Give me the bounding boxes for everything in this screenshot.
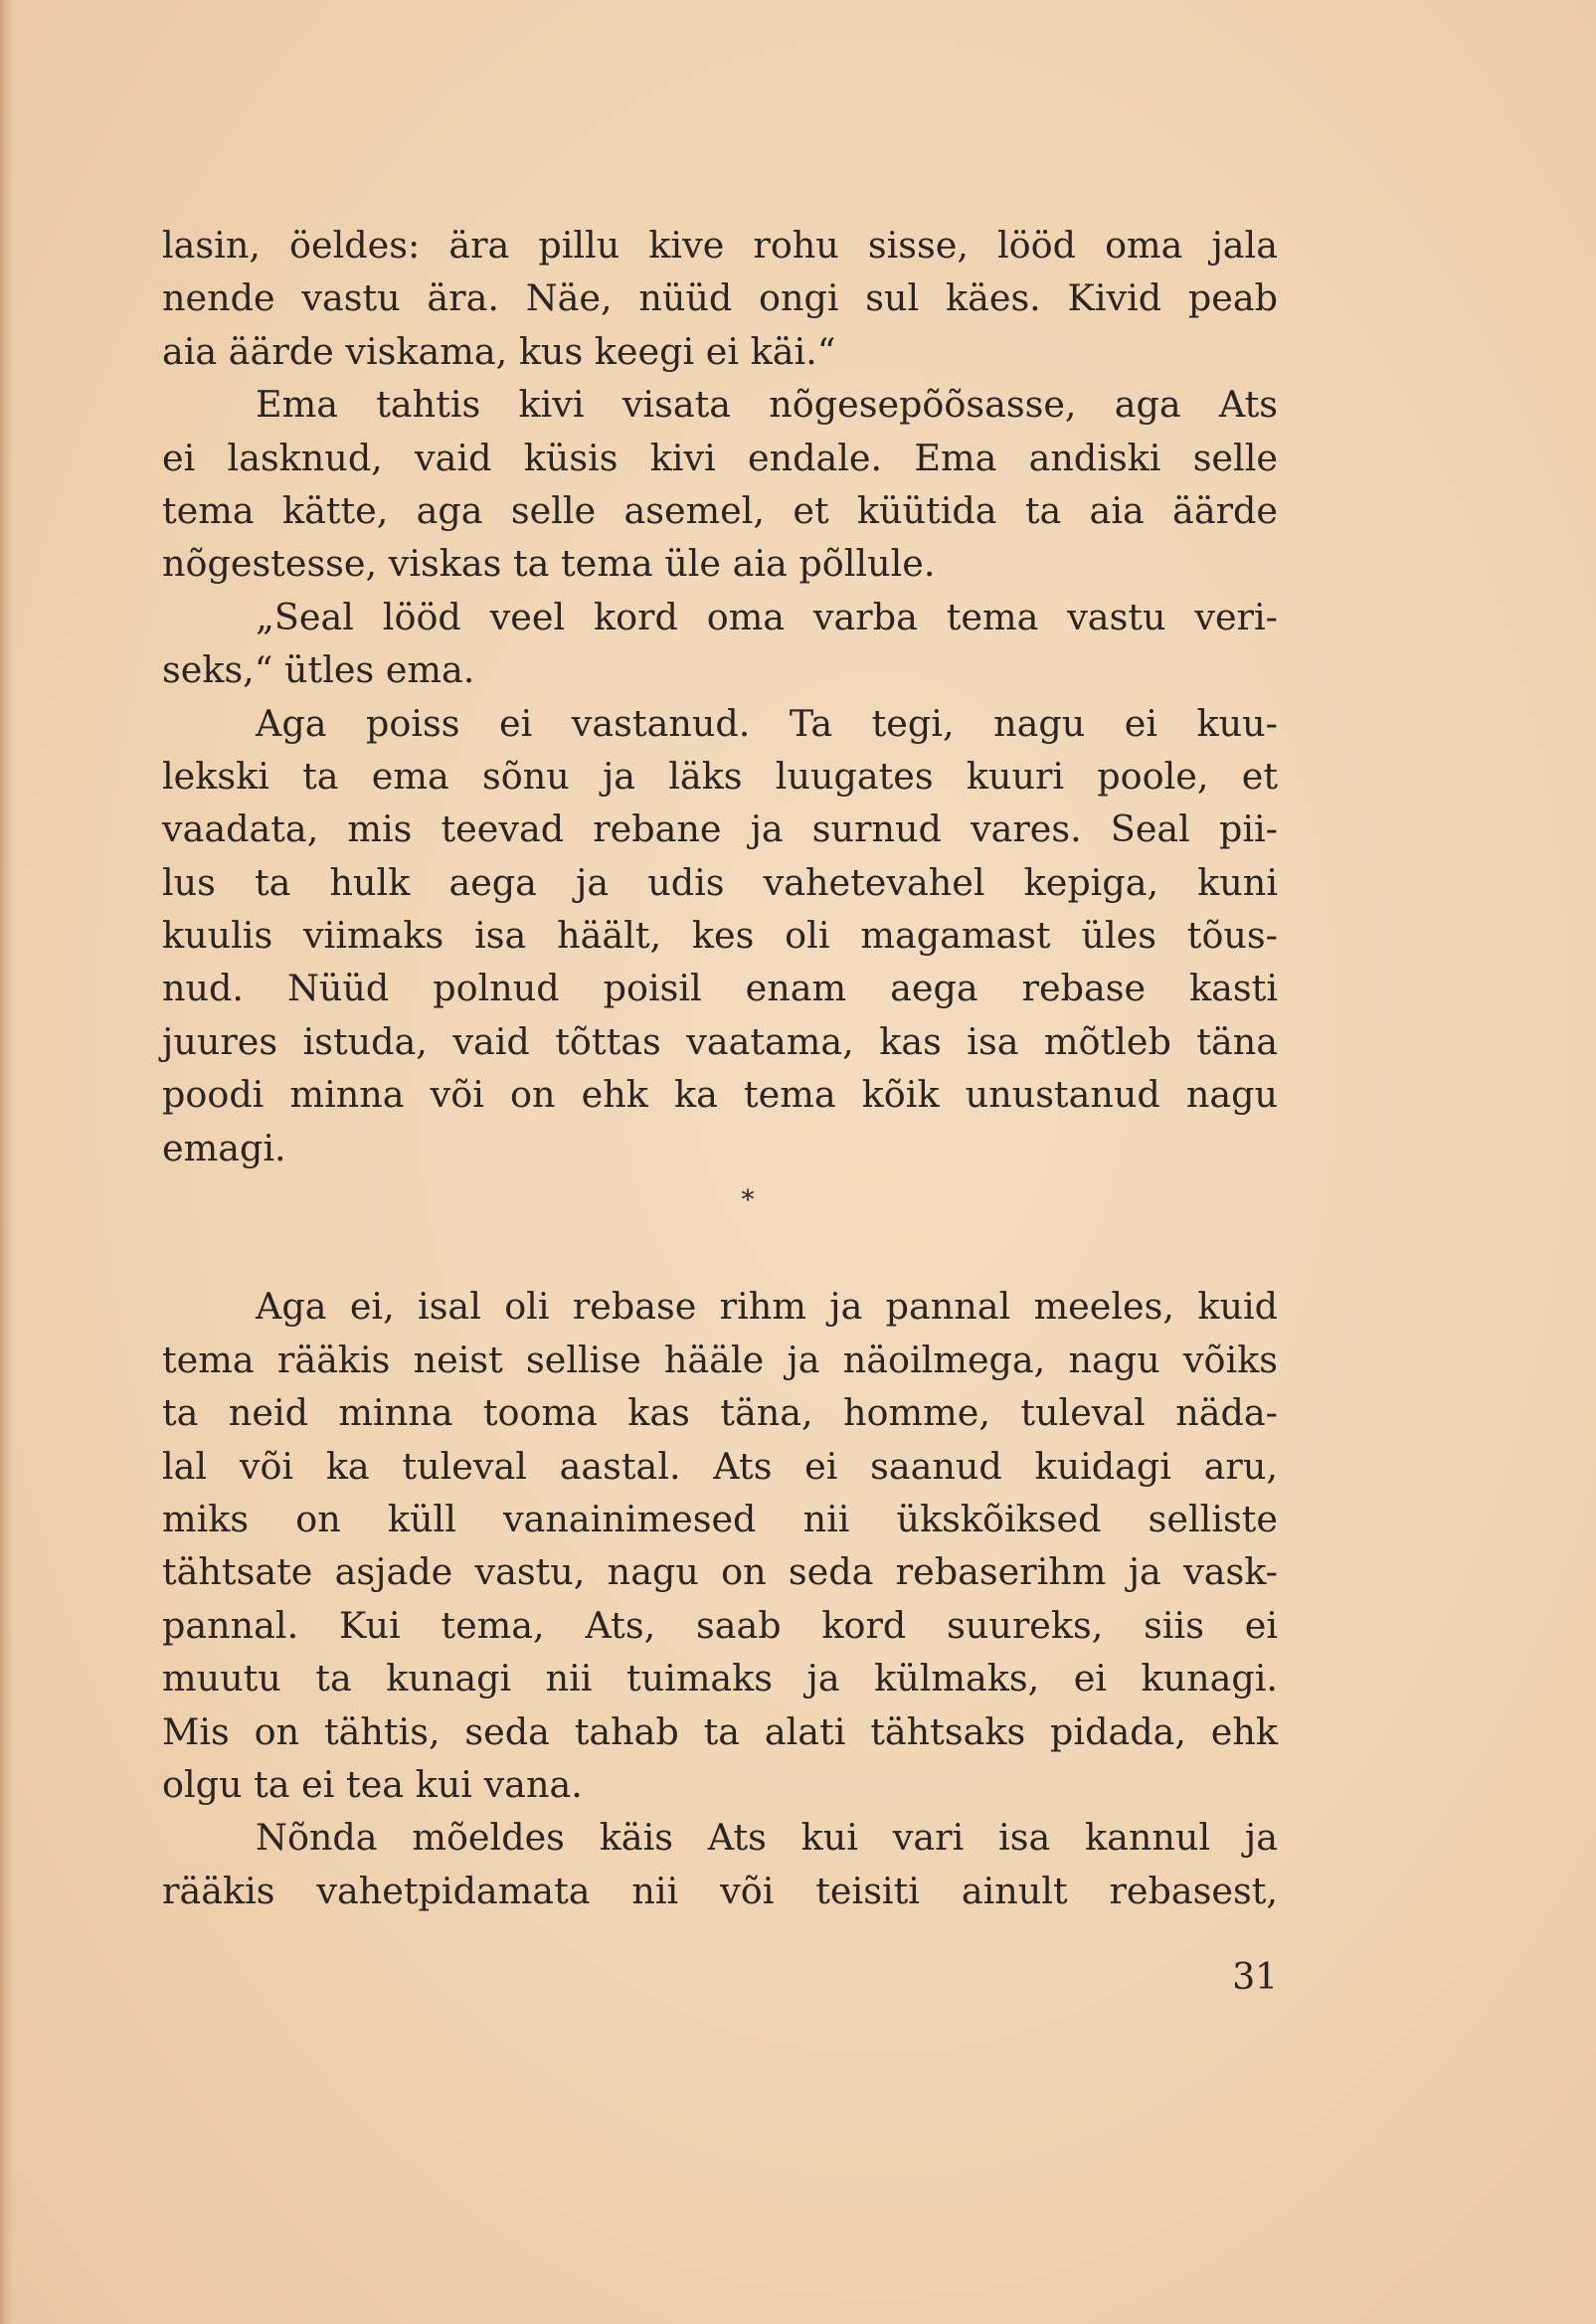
text-line: lasin, öeldes: ära pillu kive rohu sisse, lööd oma jala xyxy=(162,224,1278,267)
paragraph xyxy=(162,1280,1278,1811)
paragraph xyxy=(162,591,1278,697)
section-gap xyxy=(162,1227,1278,1280)
text-line: nõgestesse, viskas ta tema üle aia põllule. xyxy=(162,542,936,586)
text-line: aia äärde viskama, kus keegi ei käi.“ xyxy=(162,329,836,373)
text-line: Mis on tähtis, seda tahab ta alati tähtsaks pidada, ehk xyxy=(162,1709,1278,1753)
page-edge-shadow xyxy=(0,0,14,2324)
text-line: emagi. xyxy=(162,1126,286,1169)
text-line: tähtsate asjade vastu, nagu on seda rebaserihm ja vask- xyxy=(162,1550,1278,1594)
text-line: „Seal lööd veel kord oma varba tema vastu veri- xyxy=(256,595,1278,638)
text-line: ta neid minna tooma kas täna, homme, tuleval näda- xyxy=(162,1391,1278,1435)
text-line: Nõnda mõeldes käis Ats kui vari isa kannul ja xyxy=(256,1816,1278,1860)
text-line: rääkis vahetpidamata nii või teisiti ainult rebasest, xyxy=(162,1869,1278,1912)
section-break-asterisk: * xyxy=(741,1185,755,1216)
text-line: juures istuda, vaid tõttas vaatama, kas isa mõtleb täna xyxy=(162,1019,1278,1063)
text-line: ei lasknud, vaid küsis kivi endale. Ema andiski selle xyxy=(162,436,1278,479)
text-line: nud. Nüüd polnud poisil enam aega rebase kasti xyxy=(162,967,1278,1010)
page-number: 31 xyxy=(1232,1957,1278,1998)
text-line: Aga poiss ei vastanud. Ta tegi, nagu ei kuu- xyxy=(256,701,1278,745)
paragraph xyxy=(162,378,1278,591)
text-line: lal või ka tuleval aastal. Ats ei saanud kuidagi aru, xyxy=(162,1444,1278,1488)
text-line: muutu ta kunagi nii tuimaks ja külmaks, ei kunagi. xyxy=(162,1657,1278,1700)
text-line: tema kätte, aga selle asemel, et küütida ta aia äärde xyxy=(162,488,1278,532)
text-line: Aga ei, isal oli rebase rihm ja pannal meeles, kuid xyxy=(256,1285,1278,1329)
text-line: seks,“ ütles ema. xyxy=(162,648,475,692)
text-line: lus ta hulk aega ja udis vahetevahel kepiga, kuni xyxy=(162,860,1278,904)
text-line: miks on küll vanainimesed nii ükskõiksed selliste xyxy=(162,1497,1278,1540)
text-line: olgu ta ei tea kui vana. xyxy=(162,1762,583,1806)
text-line: poodi minna või on ehk ka tema kõik unustanud nagu xyxy=(162,1073,1278,1117)
text-line: Ema tahtis kivi visata nõgesepõõsasse, aga Ats xyxy=(256,383,1278,427)
text-line: vaadata, mis teevad rebane ja surnud vares. Seal pii- xyxy=(162,807,1278,851)
text-line: pannal. Kui tema, Ats, saab kord suureks, siis ei xyxy=(162,1603,1278,1647)
text-line: tema rääkis neist sellise hääle ja näoilmega, nagu võiks xyxy=(162,1338,1278,1381)
paragraph xyxy=(162,219,1278,378)
body-text xyxy=(162,219,1278,1917)
text-line: kuulis viimaks isa häält, kes oli magamast üles tõus- xyxy=(162,914,1278,958)
text-line: nende vastu ära. Näe, nüüd ongi sul käes. Kivid peab xyxy=(162,276,1278,320)
paragraph xyxy=(162,697,1278,1175)
paragraph xyxy=(162,1811,1278,1917)
text-line: lekski ta ema sõnu ja läks luugates kuuri poole, et xyxy=(162,754,1278,798)
